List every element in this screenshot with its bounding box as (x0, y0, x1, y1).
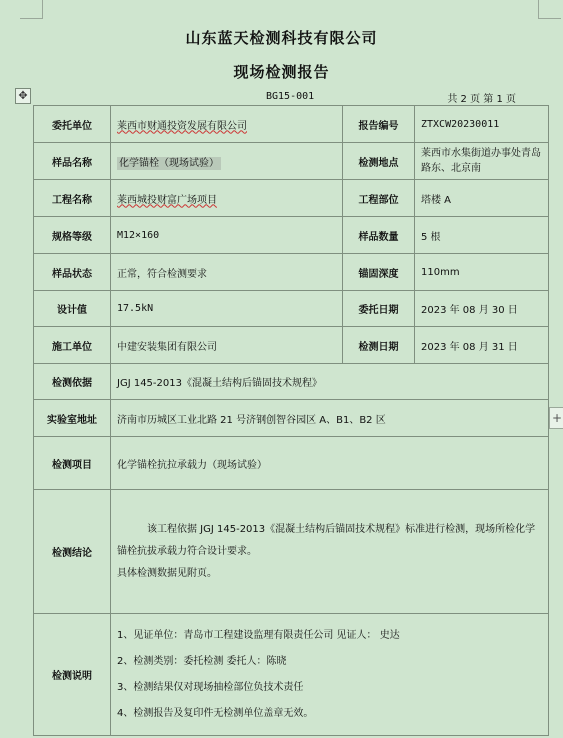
conclusion-value[interactable] (111, 490, 549, 614)
basis-value[interactable]: JGJ 145-2013《混凝土结构后锚固技术规程》 (111, 364, 549, 400)
location-label: 检测地点 (343, 143, 415, 180)
part-value[interactable]: 塔楼 A (415, 180, 549, 217)
report-form-code: BG15-001 (266, 91, 315, 102)
contractor-label: 施工单位 (34, 327, 111, 364)
note-item: 1、见证单位：青岛市工程建设监理有限责任公司 见证人： 史达 (117, 629, 400, 641)
table-move-icon[interactable]: ✥ (15, 88, 31, 104)
contractor-value[interactable]: 中建安装集团有限公司 (111, 327, 343, 364)
table-row (34, 327, 549, 364)
depth-label: 锚固深度 (343, 254, 415, 291)
note-item: 3、检测结果仅对现场抽检部位负技术责任 (117, 681, 304, 693)
sample-name-label: 样品名称 (34, 143, 111, 180)
state-label: 样品状态 (34, 254, 111, 291)
commission-date-value[interactable]: 2023 年 08 月 30 日 (415, 291, 549, 327)
table-row (34, 143, 549, 180)
table-row (34, 400, 549, 437)
test-date-label: 检测日期 (343, 327, 415, 364)
table-row (34, 364, 549, 400)
report-no-value[interactable]: ZTXCW20230011 (415, 106, 549, 143)
report-table (33, 105, 549, 736)
company-name: 山东蓝天检测科技有限公司 (185, 29, 378, 47)
table-row (34, 254, 549, 291)
client-value[interactable] (111, 106, 343, 143)
page-corner-top-left (20, 0, 43, 19)
table-row (34, 291, 549, 327)
spec-value[interactable]: M12×160 (111, 217, 343, 254)
conclusion-text: 该工程依据 JGJ 145-2013《混凝土结构后锚固技术规程》标准进行检测，现场所检化学锚栓抗拔承载力符合设计要求。 (117, 523, 536, 557)
note-item: 4、检测报告及复印件无检测单位盖章无效。 (117, 707, 314, 719)
add-column-icon[interactable]: + (549, 407, 563, 429)
client-text: 莱西市财通投资发展有限公司 (117, 120, 247, 132)
lab-value[interactable]: 济南市历城区工业北路 21 号济钢创智谷园区 A、B1、B2 区 (111, 400, 549, 437)
commission-date-label: 委托日期 (343, 291, 415, 327)
page-count: 共 2 页 第 1 页 (447, 94, 516, 105)
table-row (34, 106, 549, 143)
design-label: 设计值 (34, 291, 111, 327)
part-label: 工程部位 (343, 180, 415, 217)
conclusion-note: 具体检测数据见附页。 (117, 567, 217, 579)
location-value[interactable]: 莱西市水集街道办事处青岛路东、北京南 (415, 143, 549, 180)
item-label: 检测项目 (34, 437, 111, 490)
basis-label: 检测依据 (34, 364, 111, 400)
table-row (34, 437, 549, 490)
sample-name-value[interactable] (111, 143, 343, 180)
design-value[interactable]: 17.5kN (111, 291, 343, 327)
table-row (34, 217, 549, 254)
state-value[interactable]: 正常，符合检测要求 (111, 254, 343, 291)
page-corner-top-right (538, 0, 561, 19)
client-label: 委托单位 (34, 106, 111, 143)
note-item: 2、检测类别：委托检测 委托人：陈晓 (117, 655, 287, 667)
report-no-label: 报告编号 (343, 106, 415, 143)
table-row (34, 614, 549, 736)
qty-value[interactable]: 5 根 (415, 217, 549, 254)
sample-name-text: 化学锚栓（现场试验） (119, 157, 219, 169)
notes-value[interactable] (111, 614, 549, 736)
table-row (34, 490, 549, 614)
spec-label: 规格等级 (34, 217, 111, 254)
depth-value[interactable]: 110mm (415, 254, 549, 291)
report-title: 现场检测报告 (233, 63, 330, 81)
notes-label: 检测说明 (34, 614, 111, 736)
qty-label: 样品数量 (343, 217, 415, 254)
conclusion-label: 检测结论 (34, 490, 111, 614)
item-value[interactable]: 化学锚栓抗拉承载力（现场试验） (111, 437, 549, 490)
project-label: 工程名称 (34, 180, 111, 217)
lab-label: 实验室地址 (34, 400, 111, 437)
project-text: 莱西城投财富广场项目 (117, 194, 217, 206)
test-date-value[interactable]: 2023 年 08 月 31 日 (415, 327, 549, 364)
table-row (34, 180, 549, 217)
project-value[interactable] (111, 180, 343, 217)
